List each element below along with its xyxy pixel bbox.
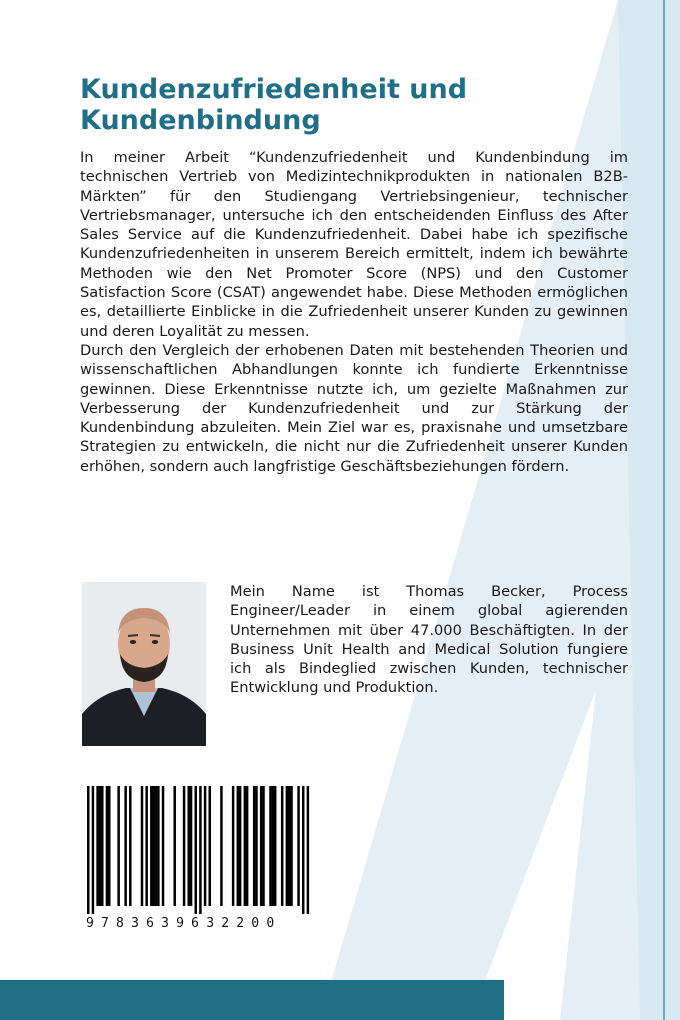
barcode-bar [302,786,304,914]
barcode-bar [253,786,255,906]
barcode-bar [152,786,154,906]
barcode-bar [255,786,257,906]
barcode-bar [274,786,276,906]
book-description [80,148,628,476]
barcode-bar [269,786,271,906]
author-bio: Mein Name ist Thomas Becker, Process Engineer/Leader in einem global agierenden Unternehmen mit über 47.000 Beschäftigten. In der Business Unit Health and Medical Solution fungiere ich als Bindeglied zwischen Kunden, technischer Entwicklung und Produktion. [230,583,628,697]
barcode-bar [237,786,239,906]
barcode-bar [290,786,292,906]
barcode-bar [99,786,101,906]
barcode-bar [92,786,94,914]
barcode-bar [286,786,288,906]
barcode-bar [260,786,262,906]
barcode-bar [307,786,309,914]
barcode-bar [239,786,241,906]
barcode-bar [297,786,299,906]
barcode-bar [124,786,126,906]
barcode-bars [80,778,316,914]
barcode-bar [101,786,103,906]
book-title: Kundenzufriedenheit und Kundenbindung [80,74,468,136]
barcode-bar [87,786,89,914]
barcode-bar [173,786,175,906]
barcode-bar [232,786,234,906]
description-paragraph-2: Durch den Vergleich der erhobenen Daten mit bestehenden Theorien und wissenschaftlichen Abhandlungen konnte ich fundierte Erkenntnisse gewinnen. Diese Erkenntnisse nutzte ich, um gezielte Maßnahmen zur Verbesserung der Kundenzufriedenheit und zur Stärkung der Kundenbindung abzuleiten. Mein Ziel war es, praxisnahe und umsetzbare Strategien zu entwickeln, die nicht nur die Zufriedenheit unserer Kunden erhöhen, sondern auch langfristige Geschäftsbeziehungen fördern. [80,341,628,475]
barcode-bar [183,786,185,906]
bottom-accent-bar [0,980,504,1020]
description-paragraph-1: In meiner Arbeit “Kundenzufriedenheit und Kundenbindung im technischen Vertrieb von Medizintechnikprodukten in nationalen B2B-Märkten” für den Studiengang Vertriebsingenieur, technischer Vertriebsmanager, untersuche ich den entscheidenden Einfluss des After Sales Service auf die Kundenzufriedenheit. Dabei habe ich spezifische Kundenzufriedenheiten in unserem Bereich ermittelt, indem ich bewährte Methoden wie den Net Promoter Score (NPS) und den Customer Satisfaction Score (CSAT) angewendet habe. Diese Methoden ermöglichen es, detaillierte Einblicke in die Zufriedenheit unserer Kunden zu gewinnen und deren Loyalität zu messen. [80,149,628,340]
barcode-bar [162,786,164,906]
barcode-bar [199,786,201,914]
isbn-barcode [80,778,316,938]
barcode-bar [108,786,110,906]
barcode-bar [117,786,119,906]
barcode-bar [281,786,283,906]
barcode-bar [288,786,290,906]
barcode-bar [155,786,157,906]
barcode-bar [145,786,147,906]
barcode-bar [187,786,189,906]
barcode-bar [195,786,197,914]
barcode-bar [129,786,131,906]
barcode-bar [150,786,152,906]
barcode-bar [190,786,192,906]
barcode-bar [220,786,222,906]
barcode-bar [246,786,248,906]
barcode-bar [262,786,264,906]
barcode-bar [204,786,206,906]
barcode-bar [96,786,98,906]
barcode-bar [141,786,143,906]
barcode-bar [157,786,159,906]
barcode-bar [209,786,211,906]
barcode-bar [106,786,108,906]
isbn-number: 9783639632200 [86,916,282,931]
author-photo [82,582,206,746]
barcode-bar [244,786,246,906]
barcode-bar [272,786,274,906]
